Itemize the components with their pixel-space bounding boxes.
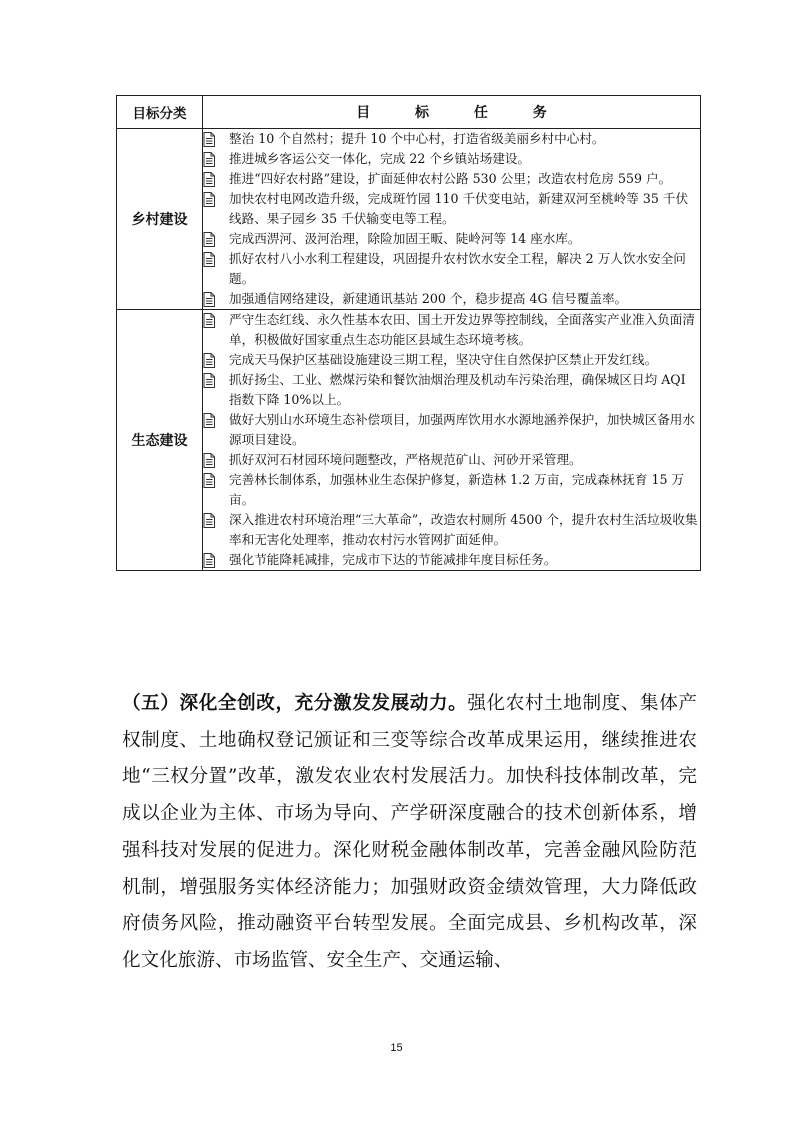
list-item-text: 完成西淠河、汲河治理，除险加固王畈、陡岭河等 14 座水库。	[229, 231, 581, 246]
document-icon	[203, 410, 223, 430]
list-item-text: 强化节能降耗减排，完成市下达的节能减排年度目标任务。	[229, 552, 557, 567]
tasks-column-header-label: 目 标 任 务	[356, 105, 567, 121]
task-table	[116, 95, 701, 571]
document-icon	[203, 189, 223, 209]
list-item-text: 推进“四好农村路”建设，扩面延伸农村公路 530 公里；改造农村危房 559 户。	[229, 171, 672, 186]
document-icon	[203, 129, 223, 149]
table-header-row	[117, 96, 701, 129]
list-item	[203, 229, 700, 249]
document-icon	[203, 289, 223, 309]
document-icon	[203, 370, 223, 390]
category-cell: 乡村建设	[117, 129, 203, 310]
task-list-cell	[203, 129, 701, 310]
task-list-cell	[203, 310, 701, 571]
document-icon	[203, 510, 223, 530]
list-item-text: 抓好农村八小水利工程建设，巩固提升农村饮水安全工程，解决 2 万人饮水安全问题。	[229, 251, 686, 286]
document-icon	[203, 169, 223, 189]
document-icon	[203, 470, 223, 490]
list-item-text: 加快农村电网改造升级，完成斑竹园 110 千伏变电站，新建双河至桃岭等 35 千伏线路、果子园乡 35 千伏输变电等工程。	[229, 191, 689, 226]
document-icon	[203, 450, 223, 470]
document-icon	[203, 350, 223, 370]
list-item	[203, 189, 700, 229]
tasks-column-header	[203, 96, 701, 129]
list-item	[203, 249, 700, 289]
list-item	[203, 450, 700, 470]
document-icon	[203, 229, 223, 249]
list-item	[203, 129, 700, 149]
list-item-text: 加强通信网络建设，新建通讯基站 200 个，稳步提高 4G 信号覆盖率。	[229, 291, 628, 306]
list-item	[203, 410, 700, 450]
list-item-text: 完善林长制体系，加强林业生态保护修复，新造林 1.2 万亩，完成森林抚育 15 万亩。	[229, 472, 685, 507]
list-item-text: 抓好双河石材园环境问题整改，严格规范矿山、河砂开采管理。	[229, 452, 582, 467]
list-item	[203, 350, 700, 370]
document-icon	[203, 249, 223, 269]
list-item	[203, 149, 700, 169]
category-cell: 生态建设	[117, 310, 203, 571]
list-item	[203, 370, 700, 410]
table-row	[117, 129, 701, 310]
list-item	[203, 289, 700, 309]
page-number: 15	[390, 1042, 403, 1054]
body-paragraph	[122, 686, 697, 980]
list-item	[203, 550, 700, 570]
list-item-text: 深入推进农村环境治理“三大革命”，改造农村厕所 4500 个，提升农村生活垃圾收集率和无害化处理率，推动农村污水管网扩面延伸。	[229, 512, 698, 547]
list-item-text: 抓好扬尘、工业、燃煤污染和餐饮油烟治理及机动车污染治理，确保城区日均 AQI 指数下降 10%以上。	[229, 372, 686, 407]
document-icon	[203, 550, 223, 570]
list-item-text: 整治 10 个自然村；提升 10 个中心村，打造省级美丽乡村中心村。	[229, 131, 605, 146]
list-item	[203, 169, 700, 189]
list-item	[203, 510, 700, 550]
table-body	[117, 129, 701, 571]
table-row	[117, 310, 701, 571]
document-icon	[203, 310, 223, 330]
list-item	[203, 310, 700, 350]
paragraph-heading: （五）深化全创改，充分激发发展动力。	[122, 693, 468, 714]
list-item	[203, 470, 700, 510]
list-item-text: 做好大别山水环境生态补偿项目，加强两库饮用水水源地涵养保护，加快城区备用水源项目建设。	[229, 412, 695, 447]
document-icon	[203, 149, 223, 169]
list-item-text: 推进城乡客运公交一体化，完成 22 个乡镇站场建设。	[229, 151, 531, 166]
list-item-text: 完成天马保护区基础设施建设三期工程，坚决守住自然保护区禁止开发红线。	[229, 352, 658, 367]
paragraph-text: 强化农村土地制度、集体产权制度、土地确权登记颁证和三变等综合改革成果运用，继续推进农地“三权分置”改革，激发农业农村发展活力。加快科技体制改革，完成以企业为主体、市场为导向、产学研深度融合的技术创新体系，增强科技对发展的促进力。深化财税金融体制改革，完善金融风险防范机制，增强服务实体经济能力；加强财政资金绩效管理，大力降低政府债务风险，推动融资平台转型发展。全面完成县、乡机构改革，深化文化旅游、市场监管、安全生产、交通运输、	[122, 693, 697, 971]
category-column-header: 目标分类	[117, 96, 203, 129]
list-item-text: 严守生态红线、永久性基本农田、国土开发边界等控制线，全面落实产业准入负面清单，积极做好国家重点生态功能区县域生态环境考核。	[229, 312, 695, 347]
